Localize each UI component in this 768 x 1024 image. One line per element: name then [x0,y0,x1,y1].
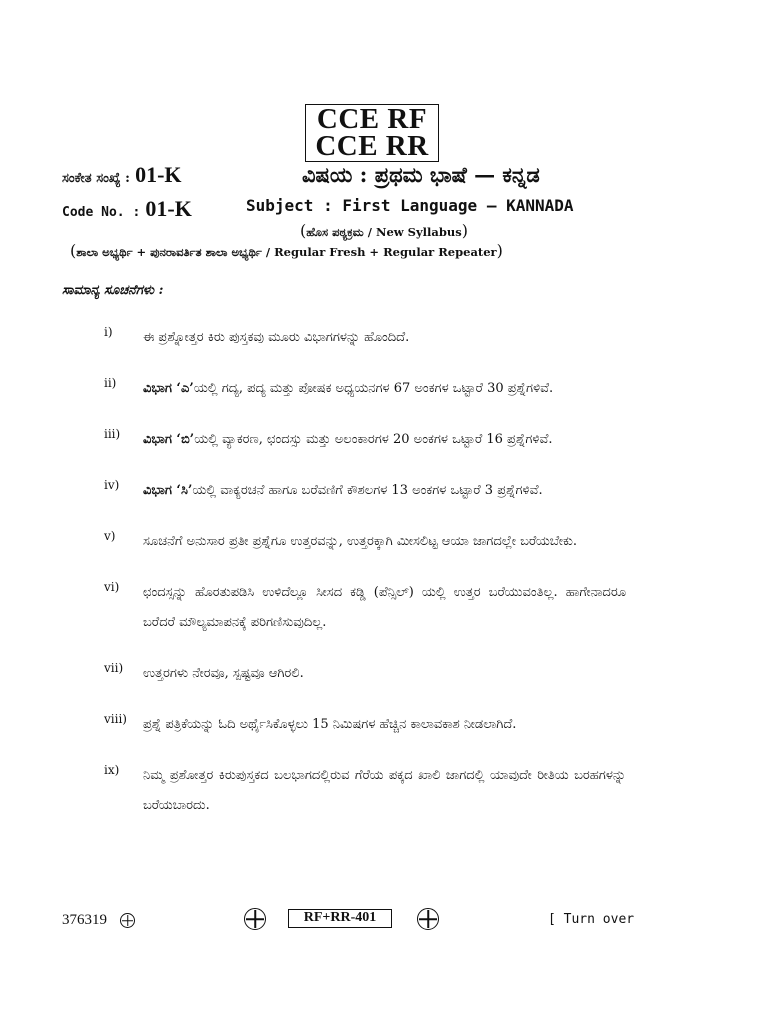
item-text: ಈ ಪ್ರಶ್ನೋತ್ತರ ಕಿರು ಪುಸ್ತಕವು ಮೂರು ವಿಭಾಗಗಳನ್ನು ಹೊಂದಿದೆ. [143,330,410,345]
item-number: i) [104,325,113,339]
kannada-code-row [62,162,182,188]
registration-mark-icon [120,913,135,928]
list-item [0,761,768,821]
title-line-rf: CCE RF [316,103,428,135]
page-footer [0,905,768,935]
footer-code: 376319 [62,912,107,928]
list-item [0,659,768,689]
english-code-label: Code No. : [62,205,141,220]
list-item [0,710,768,740]
list-item [0,323,768,353]
item-section-label: ವಿಭಾಗ ‘ಸಿ’ [143,483,193,498]
item-text: ಉತ್ತರಗಳು ನೇರವೂ, ಸ್ಪಷ್ಟವೂ ಆಗಿರಲಿ. [143,666,304,681]
item-number: ix) [104,763,120,777]
title-line-rr: CCE RR [315,130,429,162]
candidate-type-line: (ಶಾಲಾ ಅಭ್ಯರ್ಥಿ + ಪುನರಾವರ್ತಿತ ಶಾಲಾ ಅಭ್ಯರ್ಥಿ / Regular Fresh + Regular Repeater) [70,241,503,260]
syllabus-line: (ಹೊಸ ಪಠ್ಯಕ್ರಮ / New Syllabus) [299,221,468,240]
general-instructions-heading: ಸಾಮಾನ್ಯ ಸೂಚನೆಗಳು : [62,283,164,298]
kannada-code-label: ಸಂಕೇತ ಸಂಖ್ಯೆ : [62,171,130,186]
item-text: ಯಲ್ಲಿ ವ್ಯಾಕರಣ, ಛಂದಸ್ಸು ಮತ್ತು ಅಲಂಕಾರಗಳ 20 ಅಂಕಗಳ ಒಟ್ಟಾರೆ 16 ಪ್ರಶ್ನೆಗಳಿವೆ. [194,432,553,447]
instructions-list [0,323,768,842]
english-code-row [62,196,192,222]
english-code-value: 01-K [145,196,192,221]
list-item [0,476,768,506]
syllabus-text: ಹೊಸ ಪಠ್ಯಕ್ರಮ / New Syllabus [306,225,462,239]
turn-over-label: [ Turn over [548,912,635,927]
english-subject: Subject : First Language — KANNADA [246,196,574,215]
item-section-label: ವಿಭಾಗ ‘ಎ’ [143,381,194,396]
item-text: ನಿಮ್ಮ ಪ್ರಶೋತ್ತರ ಕಿರುಪುಸ್ತಕದ ಬಲಭಾಗದಲ್ಲಿರುವ ಗೆರೆಯ ಪಕ್ಕದ ಖಾಲಿ ಜಾಗದಲ್ಲಿ ಯಾವುದೇ ರೀತಿಯ ಬರಹಗಳನ್ನು ಬರೆಯಬಾರದು. [143,768,626,813]
item-number: vi) [104,580,120,594]
item-number: vii) [104,661,124,675]
item-number: iv) [104,478,120,492]
paper-code-box: RF+RR-401 [288,909,392,928]
list-item [0,578,768,638]
item-text: ಸೂಚನೆಗೆ ಅನುಸಾರ ಪ್ರತೀ ಪ್ರಶ್ನೆಗೂ ಉತ್ತರವನ್ನು, ಉತ್ತರಕ್ಕಾಗಿ ಮೀಸಲಿಟ್ಟ ಆಯಾ ಜಾಗದಲ್ಲೇ ಬರೆಯಬೇಕು. [143,534,578,549]
list-item [0,425,768,455]
list-item [0,527,768,557]
item-text: ಯಲ್ಲಿ ವಾಕ್ಯರಚನೆ ಹಾಗೂ ಬರೆವಣಿಗೆ ಕೌಶಲಗಳ 13 ಅಂಕಗಳ ಒಟ್ಟಾರೆ 3 ಪ್ರಶ್ನೆಗಳಿವೆ. [192,483,543,498]
exam-title-box [305,104,439,162]
item-text: ಛಂದಸ್ಸನ್ನು ಹೊರತುಪಡಿಸಿ ಉಳಿದೆಲ್ಲೂ ಸೀಸದ ಕಡ್ಡಿ (ಪೆನ್ಸಿಲ್) ಯಲ್ಲಿ ಉತ್ತರ ಬರೆಯುವಂತಿಲ್ಲ. ಹಾಗೇನಾದರೂ ಬರೆದರೆ ಮೌಲ್ಯಮಾಪನಕ್ಕೆ ಪರಿಗಣಿಸುವುದಿಲ್ಲ. [143,585,626,630]
item-number: viii) [104,712,127,726]
kannada-subject: ವಿಷಯ : ಪ್ರಥಮ ಭಾಷೆ — ಕನ್ನಡ [302,162,540,187]
item-number: ii) [104,376,117,390]
item-number: v) [104,529,116,543]
registration-mark-icon [417,908,439,930]
registration-mark-icon [244,908,266,930]
item-number: iii) [104,427,121,441]
list-item [0,374,768,404]
kannada-code-value: 01-K [135,162,182,187]
item-text: ಯಲ್ಲಿ ಗದ್ಯ, ಪದ್ಯ ಮತ್ತು ಪೋಷಕ ಅಧ್ಯಯನಗಳ 67 ಅಂಕಗಳ ಒಟ್ಟಾರೆ 30 ಪ್ರಶ್ನೆಗಳಿವೆ. [193,381,554,396]
item-section-label: ವಿಭಾಗ ‘ಬಿ’ [143,432,195,447]
item-text: ಪ್ರಶ್ನೆ ಪತ್ರಿಕೆಯನ್ನು ಓದಿ ಅರ್ಥೈಸಿಕೊಳ್ಳಲು 15 ನಿಮಿಷಗಳ ಹೆಚ್ಚಿನ ಕಾಲಾವಕಾಶ ನೀಡಲಾಗಿದೆ. [143,717,517,732]
candidate-type-text: ಶಾಲಾ ಅಭ್ಯರ್ಥಿ + ಪುನರಾವರ್ತಿತ ಶಾಲಾ ಅಭ್ಯರ್ಥಿ / Regular Fresh + Regular Repeater [76,245,497,259]
